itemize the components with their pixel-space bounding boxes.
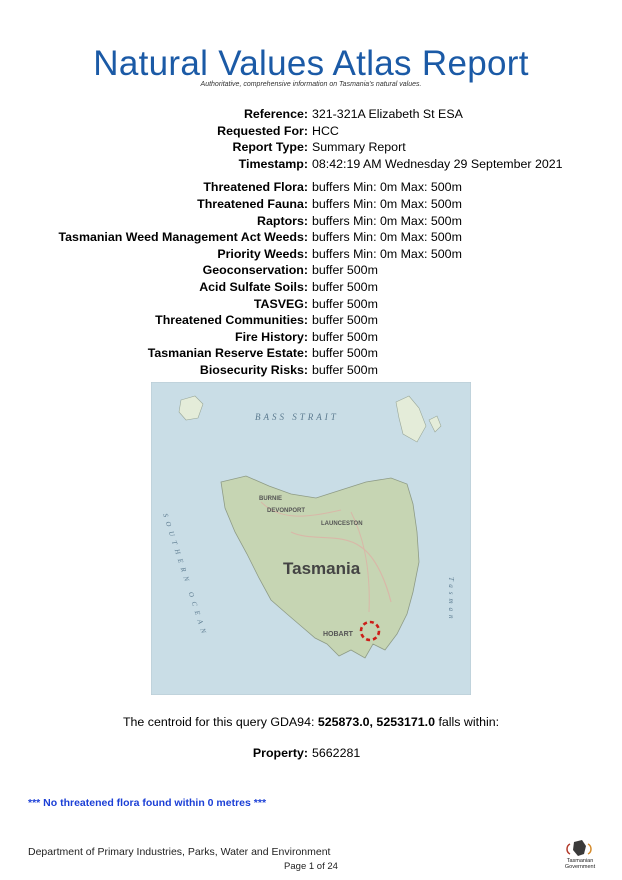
field-requested-for: Requested For: HCC [217, 123, 339, 138]
label-burnie: BURNIE [259, 496, 283, 502]
label-launceston: LAUNCESTON [321, 521, 363, 527]
no-threatened-flora-note: *** No threatened flora found within 0 metres *** [28, 797, 267, 809]
label-bass-strait: BASS STRAIT [255, 412, 339, 422]
report-fields [0, 106, 622, 379]
field-reference: Reference: 321-321A Elizabeth St ESA [243, 107, 463, 121]
label-tasmania: Tasmania [283, 559, 361, 578]
label-devonport: DEVONPORT [267, 508, 306, 514]
report-subtitle: Authoritative, comprehensive information on Tasmania's natural values. [200, 81, 422, 88]
buffer-raptors: Raptors: buffers Min: 0m Max: 500m [257, 213, 462, 228]
page-number: Page 1 of 24 [284, 861, 338, 872]
buffer-weed-act: Tasmanian Weed Management Act Weeds: buffers Min: 0m Max: 500m [58, 230, 462, 245]
centroid-coordinates: 525873.0, 5253171.0 [317, 715, 435, 729]
buffer-priority-weeds: Priority Weeds: buffers Min: 0m Max: 500m [217, 246, 462, 261]
centroid-statement: The centroid for this query GDA94: 525873.0, 5253171.0 falls within: [122, 715, 500, 729]
tasmania-location-map [151, 382, 471, 695]
buffer-tasveg: TASVEG: buffer 500m [253, 296, 378, 311]
label-tasman: Tasman [447, 577, 455, 623]
buffer-threatened-communities: Threatened Communities: buffer 500m [155, 313, 378, 328]
field-timestamp: Timestamp: 08:42:19 AM Wednesday 29 September 2021 [238, 156, 563, 171]
buffer-threatened-fauna: Threatened Fauna: buffers Min: 0m Max: 500m [197, 196, 462, 211]
report-title: Natural Values Atlas Report [93, 44, 529, 83]
logo-text: Tasmanian Government [564, 858, 596, 870]
buffer-geoconservation: Geoconservation: buffer 500m [202, 263, 378, 278]
field-report-type: Report Type: Summary Report [232, 140, 406, 155]
buffer-fire-history: Fire History: buffer 500m [235, 329, 378, 344]
department-name: Department of Primary Industries, Parks, Water and Environment [28, 846, 331, 858]
buffer-acid-sulfate-soils: Acid Sulfate Soils: buffer 500m [199, 279, 378, 294]
label-southern-ocean: SOUTHERN OCEAN [161, 512, 210, 639]
buffer-threatened-flora: Threatened Flora: buffers Min: 0m Max: 500m [203, 180, 462, 195]
buffer-reserve-estate: Tasmanian Reserve Estate: buffer 500m [147, 346, 378, 361]
buffer-biosecurity-risks: Biosecurity Risks: buffer 500m [199, 362, 378, 377]
label-hobart: HOBART [323, 631, 353, 638]
